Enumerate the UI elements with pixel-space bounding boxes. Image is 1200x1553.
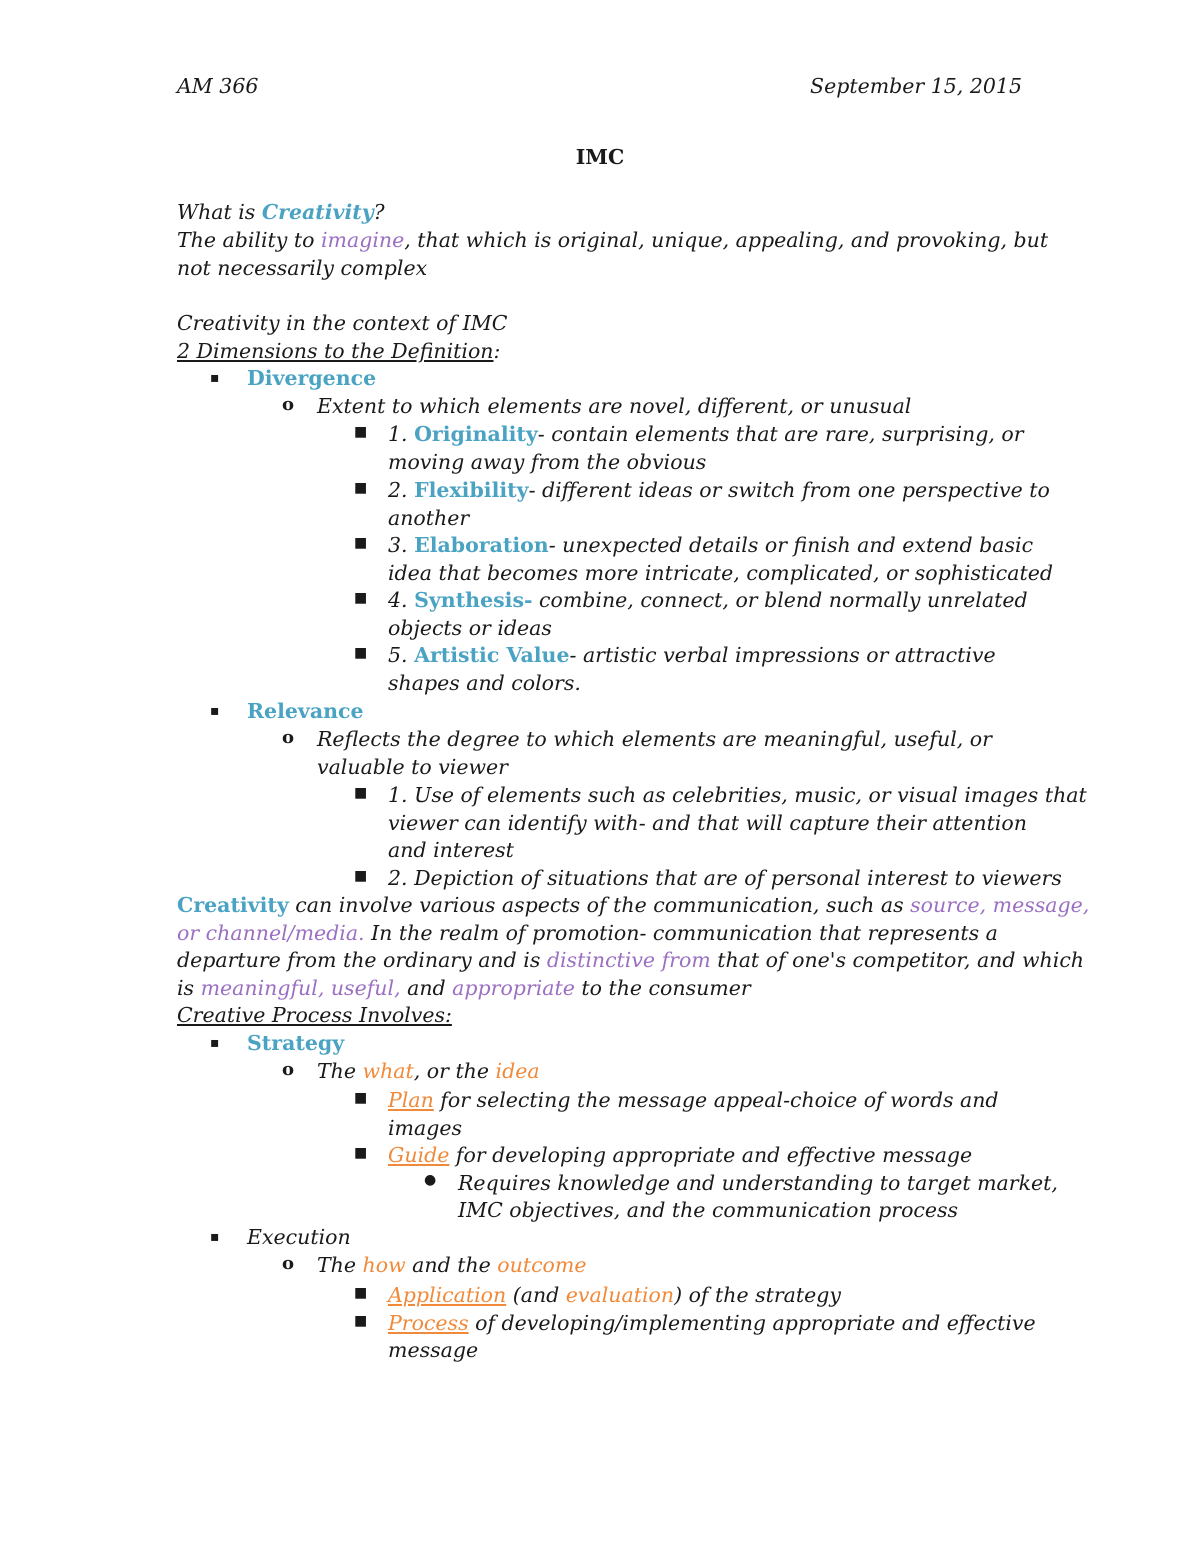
- definition-line-2: not necessarily complex: [177, 256, 428, 280]
- paragraph-text: can involve various aspects of the communication, such as: [288, 893, 911, 917]
- bullet-square-icon: ■: [354, 424, 368, 440]
- emphasis-text: appropriate: [452, 976, 575, 1000]
- bullet-dot-icon: ▪: [210, 370, 220, 386]
- bullet-circle-icon: o: [282, 394, 295, 415]
- execution-process: [388, 1309, 1036, 1337]
- desc-text: The: [317, 1059, 363, 1083]
- definition-text: The ability to: [177, 228, 321, 252]
- bullet-square-icon: ■: [354, 1090, 368, 1106]
- desc-text: The: [317, 1253, 363, 1277]
- term-creativity: Creativity: [177, 893, 289, 917]
- term-artistic-value: Artistic Value: [414, 643, 570, 667]
- relevance-item-1: 1. Use of elements such as celebrities, music, or visual images that: [388, 783, 1087, 807]
- paragraph-line-1: [177, 891, 1089, 919]
- bullet-square-icon: ■: [354, 645, 368, 661]
- question-mark: ?: [373, 200, 385, 224]
- bullet-square-icon: ■: [354, 535, 368, 551]
- paragraph-text: departure from the ordinary and is: [177, 948, 547, 972]
- context-line: Creativity in the context of IMC: [177, 311, 508, 335]
- divergence-item-3: [388, 531, 1033, 559]
- highlight-what: what: [362, 1059, 414, 1083]
- emphasis-text: or channel/media.: [177, 921, 365, 945]
- divergence-description: Extent to which elements are novel, different, or unusual: [317, 394, 912, 418]
- item-text: - different ideas or switch from one perspective to: [528, 478, 1050, 502]
- emphasis-text: source, message,: [910, 893, 1090, 917]
- item-text: ) of the strategy: [674, 1283, 841, 1307]
- process-heading: [177, 1001, 452, 1029]
- term-elaboration: Elaboration: [414, 533, 549, 557]
- paragraph-line-3: [177, 946, 1084, 974]
- bullet-square-icon: ■: [354, 480, 368, 496]
- term-originality: Originality: [414, 422, 538, 446]
- item-text: - unexpected details or finish and extend basic: [548, 533, 1034, 557]
- item-text: - artistic verbal impressions or attractive: [569, 643, 996, 667]
- highlight-outcome: outcome: [497, 1253, 587, 1277]
- item-number: 5.: [388, 643, 415, 667]
- bullet-square-icon: ■: [354, 1313, 368, 1329]
- term-flexibility: Flexibility: [414, 478, 529, 502]
- bullet-dot-icon: ▪: [210, 1229, 220, 1245]
- strategy-requirement-cont: IMC objectives, and the communication process: [458, 1198, 959, 1222]
- paragraph-text: In the realm of promotion- communication that represents a: [364, 921, 998, 945]
- item-text: (and: [506, 1283, 566, 1307]
- divergence-item-3-cont: idea that becomes more intricate, complicated, or sophisticated: [388, 561, 1053, 585]
- bullet-circle-icon: o: [282, 727, 295, 748]
- item-text: combine, connect, or blend normally unrelated: [532, 588, 1028, 612]
- bullet-square-icon: ■: [354, 590, 368, 606]
- execution-description: [317, 1251, 586, 1279]
- paragraph-text: to the consumer: [574, 976, 751, 1000]
- item-number: 4.: [388, 588, 415, 612]
- bullet-filled-circle-icon: ●: [424, 1172, 437, 1188]
- execution-process-cont: message: [388, 1338, 479, 1362]
- strategy-plan-cont: images: [388, 1116, 462, 1140]
- relevance-item-2: 2. Depiction of situations that are of personal interest to viewers: [388, 866, 1062, 890]
- relevance-description: Reflects the degree to which elements are meaningful, useful, or: [317, 727, 992, 751]
- strategy-guide: [388, 1141, 972, 1169]
- term-process: Process: [388, 1311, 469, 1335]
- paragraph-line-4: [177, 974, 751, 1002]
- strategy-plan: [388, 1086, 999, 1114]
- term-application: Application: [388, 1283, 507, 1307]
- bullet-square-icon: ■: [354, 1285, 368, 1301]
- dimensions-heading-text: 2 Dimensions to the Definition: [177, 339, 494, 363]
- item-number: 1.: [388, 422, 415, 446]
- item-text: of developing/implementing appropriate and effective: [468, 1311, 1036, 1335]
- desc-text: , or the: [413, 1059, 496, 1083]
- divergence-item-2-cont: another: [388, 506, 470, 530]
- colon: :: [493, 339, 501, 363]
- term-imagine: imagine: [320, 228, 405, 252]
- bullet-square-icon: ■: [354, 868, 368, 884]
- highlight-how: how: [362, 1253, 406, 1277]
- highlight-idea: idea: [495, 1059, 540, 1083]
- emphasis-text: distinctive from: [546, 948, 711, 972]
- document-date: September 15, 2015: [810, 74, 1022, 98]
- paragraph-line-2: [177, 919, 998, 947]
- item-text: - contain elements that are rare, surprising, or: [537, 422, 1024, 446]
- dimension-relevance: Relevance: [247, 699, 364, 723]
- emphasis-text: meaningful, useful,: [200, 976, 401, 1000]
- divergence-item-4-cont: objects or ideas: [388, 616, 552, 640]
- question-text: What is: [177, 200, 262, 224]
- process-strategy: Strategy: [247, 1031, 345, 1055]
- term-guide: Guide: [388, 1143, 450, 1167]
- term-creativity: Creativity: [261, 200, 374, 224]
- course-code: AM 366: [177, 74, 259, 98]
- dimension-divergence: Divergence: [247, 366, 377, 390]
- paragraph-text: that of one's competitor, and which: [710, 948, 1085, 972]
- bullet-circle-icon: o: [282, 1059, 295, 1080]
- item-number: 3.: [388, 533, 415, 557]
- item-text: for selecting the message appeal-choice of words and: [433, 1088, 999, 1112]
- definition-text: , that which is original, unique, appealing, and provoking, but: [404, 228, 1049, 252]
- process-execution: Execution: [247, 1225, 351, 1249]
- relevance-description-cont: valuable to viewer: [317, 755, 508, 779]
- bullet-square-icon: ■: [354, 1145, 368, 1161]
- divergence-item-1-cont: moving away from the obvious: [388, 450, 707, 474]
- strategy-requirement: Requires knowledge and understanding to target market,: [458, 1171, 1058, 1195]
- item-text: for developing appropriate and effective message: [449, 1143, 973, 1167]
- divergence-item-2: [388, 476, 1050, 504]
- item-number: 2.: [388, 478, 415, 502]
- divergence-item-5-cont: shapes and colors.: [388, 671, 581, 695]
- strategy-description: [317, 1057, 540, 1085]
- definition-line-1: [177, 226, 1048, 254]
- divergence-item-4: [388, 586, 1028, 614]
- term-synthesis: Synthesis-: [414, 588, 533, 612]
- term-evaluation: evaluation: [565, 1283, 675, 1307]
- desc-text: and the: [405, 1253, 498, 1277]
- divergence-item-5: [388, 641, 996, 669]
- bullet-dot-icon: ▪: [210, 703, 220, 719]
- bullet-circle-icon: o: [282, 1253, 295, 1274]
- divergence-item-1: [388, 420, 1024, 448]
- paragraph-text: is: [177, 976, 201, 1000]
- page-title: IMC: [575, 145, 625, 169]
- relevance-item-1-cont: viewer can identify with- and that will capture their attention: [388, 811, 1027, 835]
- bullet-dot-icon: ▪: [210, 1035, 220, 1051]
- question-line: [177, 198, 385, 226]
- dimensions-heading: [177, 337, 500, 365]
- term-plan: Plan: [388, 1088, 434, 1112]
- paragraph-text: and: [400, 976, 453, 1000]
- execution-application: [388, 1281, 841, 1309]
- bullet-square-icon: ■: [354, 785, 368, 801]
- relevance-item-1-cont2: and interest: [388, 838, 514, 862]
- process-heading-text: Creative Process Involves:: [177, 1003, 452, 1027]
